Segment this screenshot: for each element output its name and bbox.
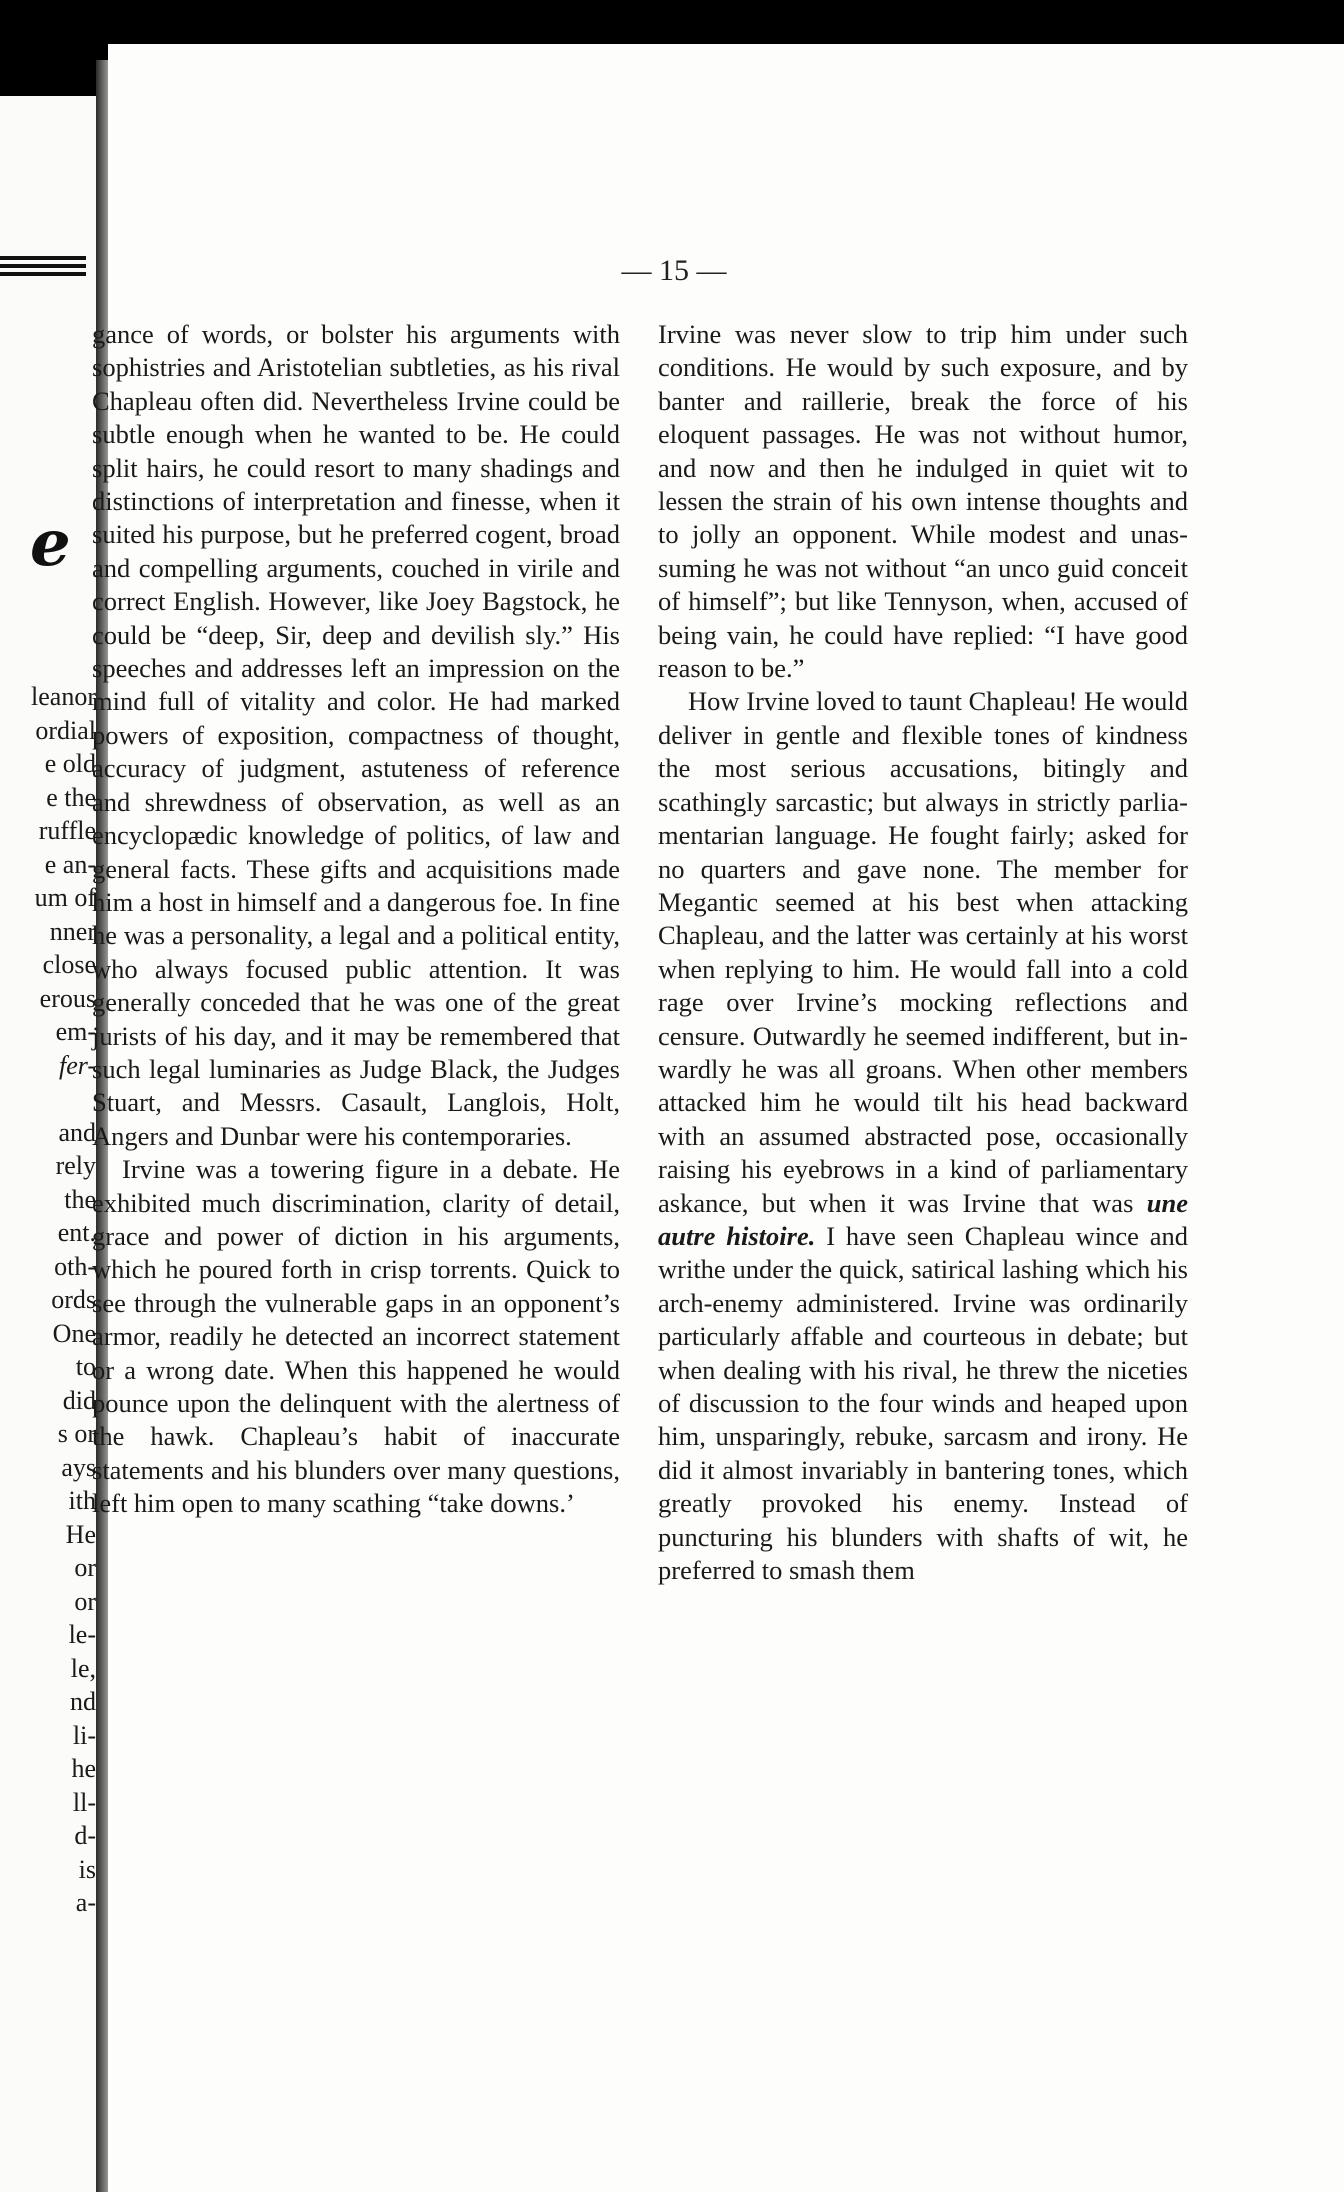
facing-page-line: ords <box>51 1285 96 1314</box>
facing-page-line-fragments <box>0 680 96 1920</box>
facing-page-line: did <box>62 1385 96 1415</box>
left-text-column <box>92 318 620 1521</box>
facing-page-line: ays <box>61 1452 96 1482</box>
facing-page-line: a- <box>75 1888 96 1917</box>
facing-page-line: li- <box>72 1720 96 1750</box>
paragraph: Irvine was a towering figure in a debate. He exhibited much discrimination, clarity of detail, grace and power of diction in his arguments, which he poured forth in crisp torrents. Quick to see through the vulnerable gaps in an opponent’s armor, readily he detected an incorrect statement or a wrong date. When this happened he would pounce upon the delinquent with the alertness of the hawk. Chapleau’s habit of inaccurate statements and his blunders over many questions, left him open to many scathing “take downs.’ <box>92 1154 620 1519</box>
facing-page-line: oth- <box>54 1251 96 1281</box>
facing-page-line: rely <box>55 1151 96 1180</box>
facing-page-line: is <box>78 1854 96 1884</box>
facing-page-fragment <box>0 96 100 2192</box>
facing-page-line: leanor <box>31 682 96 711</box>
facing-page-line: nd <box>70 1687 96 1716</box>
facing-page-line: he <box>71 1754 96 1783</box>
facing-page-line: fer- <box>58 1050 96 1080</box>
ornamental-rule <box>0 256 86 260</box>
facing-page-line: erous <box>39 983 96 1013</box>
facing-page-line: close <box>42 950 96 979</box>
facing-page-line: nner <box>49 916 96 946</box>
facing-page-line: ith <box>68 1486 96 1515</box>
facing-page-line: He <box>65 1519 96 1549</box>
facing-page-line: ordial <box>35 715 96 745</box>
ornamental-rule <box>0 264 86 268</box>
facing-page-line: the <box>64 1184 96 1214</box>
book-page <box>92 44 1344 2192</box>
ornamental-rule <box>0 272 86 276</box>
facing-page-line: em- <box>55 1017 96 1046</box>
italic-phrase: une autre histoire. <box>658 1187 1188 1251</box>
facing-page-line: um of <box>34 883 96 912</box>
paragraph-text: I have seen Chapleau wince and writhe under the quick, satirical lashing which his arch-enemy administered. Irvine was ordinarily particularly affable and courteous in debate; but when dealing with his rival, he threw the niceties of discussion to the four winds and heaped upon him, unsparingly, rebuke, sarcasm and irony. He did it almost invariably in bantering tones, which greatly provoked his enemy. Instead of puncturing his blunders with shafts of wit, he preferred to smash them <box>658 1220 1189 1586</box>
facing-page-line: le- <box>68 1620 96 1649</box>
facing-page-line: e the <box>46 782 96 812</box>
facing-page-line: s or <box>57 1419 96 1448</box>
right-text-column <box>658 318 1188 1587</box>
facing-page-initial: e <box>30 506 71 581</box>
paragraph: gance of words, or bolster his arguments with sophistries and Aristotelian subtleties, as his rival Chapleau often did. Nevertheless Irvine could be subtle enough when he wanted to be. He could split hairs, he could resort to many shadings and distinctions of interpretation and finesse, when it suited his purpose, but he preferred cogent, broad and compelling arguments, couched in virile and correct English. However, like Joey Bagstock, he could be “deep, Sir, deep and devilish sly.” His speeches and addresses left an impression on the mind full of vitality and color. He had marked powers of exposition, compactness of thought, accuracy of judgment, astuteness of reference and shrewdness of observation, as well as an encyclopædic knowledge of politics, of law and general facts. These gifts and acquisitions made him a host in himself and a dangerous foe. In fine he was a personality, a legal and a political entity, who always focused public attention. It was generally conceded that he was one of the great jurists of his day, and it may be remembered that such legal luminaries as Judge Black, the Judges Stuart, and Messrs. Casault, Langlois, Holt, Angers and Dunbar were his contemporaries. <box>92 319 620 1151</box>
paragraph: Irvine was never slow to trip him under such conditions. He would by such exposure, and by banter and raillerie, break the force of his eloquent passages. He was not without humor, and now and then he indulged in quiet wit to lessen the strain of his own intense thoughts and to jolly an opponent. While modest and unassuming he was not without “an unco guid conceit of himself”; but like Tennyson, when, accused of being vain, he could have replied: “I have good reason to be.” <box>658 319 1188 684</box>
facing-page-line: e an- <box>44 849 96 879</box>
facing-page-line: or <box>74 1586 96 1616</box>
facing-page-line: to <box>75 1352 96 1381</box>
facing-page-line: ruffle <box>38 816 96 845</box>
facing-page-line: e old <box>44 749 96 778</box>
page-number: — 15 — <box>621 254 727 287</box>
facing-page-line: ent. <box>57 1218 96 1247</box>
paragraph-text: How Irvine loved to taunt Chapleau! He would deliver in gentle and flexible tones of kindness the most serious accusations, bitingly and scathingly sarcastic; but always in strictly parliamentarian language. He fought fairly; asked for no quarters and gave none. The member for Megantic seemed at his best when attacking Chapleau, and the latter was certainly at his worst when replying to him. He would fall into a cold rage over Irvine’s mocking reflections and censure. Outwardly he seemed indifferent, but inwardly he was all groans. When other members attacked him he would tilt his head backward with an assumed abstracted pose, occasionally raising his eyebrows in a kind of parliamentary askance, but when it was Irvine that was <box>658 686 1188 1218</box>
facing-page-line: d- <box>74 1821 96 1850</box>
facing-page-line: and <box>58 1117 96 1147</box>
facing-page-line: ll- <box>72 1787 96 1817</box>
facing-page-line: le, <box>70 1653 96 1683</box>
facing-page-line: or <box>74 1553 96 1582</box>
facing-page-line: One <box>52 1318 96 1348</box>
paragraph <box>658 685 1188 1587</box>
facing-page-line <box>0 1082 96 1116</box>
